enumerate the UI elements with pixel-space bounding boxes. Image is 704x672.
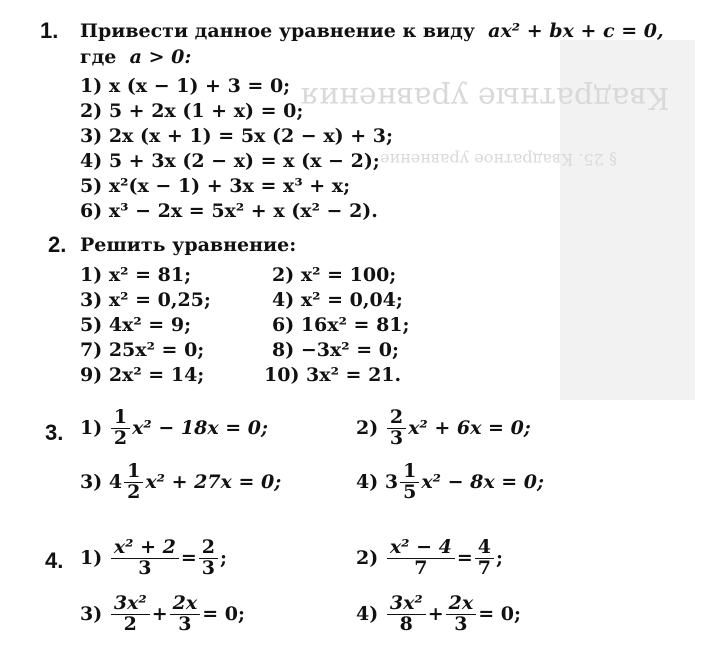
task1-cond-label: где (80, 46, 117, 68)
fraction (387, 538, 455, 579)
task3-label: 4) (356, 471, 379, 494)
numerator: 1 (400, 462, 419, 483)
numerator: 2 (199, 538, 218, 559)
denominator: 5 (403, 480, 417, 503)
task2-item: 6) 16x² = 81; (272, 314, 410, 336)
numerator: 2x (446, 594, 477, 615)
denominator: 2 (127, 480, 141, 503)
fraction (111, 594, 150, 635)
numerator: 2 (387, 408, 406, 429)
task1-item: 1) x (x − 1) + 3 = 0; (80, 75, 291, 97)
numerator: 1 (124, 462, 143, 483)
task1-intro-eq: ax² + bx + c = 0, (488, 20, 664, 42)
numerator: 2x (170, 594, 201, 615)
task2-item: 10) 3x² = 21. (264, 364, 402, 386)
denominator: 3 (454, 612, 468, 635)
numerator: x² − 4 (387, 538, 455, 559)
task2-item: 7) 25x² = 0; (80, 339, 205, 361)
task3-expr: x² − 8x = 0; (421, 471, 545, 494)
task3-label: 3) (80, 471, 103, 494)
scan-shadow (560, 40, 695, 400)
task1-item: 4) 5 + 3x (2 − x) = x (x − 2); (80, 150, 380, 172)
fraction (400, 462, 419, 503)
task1-cond: a > 0: (129, 46, 192, 68)
whole-part: 4 (108, 471, 123, 494)
numerator: 3x² (111, 594, 150, 615)
operator: = (456, 547, 473, 570)
numerator: 1 (111, 408, 130, 429)
terminator: = 0; (478, 603, 521, 626)
task4-number: 4. (45, 548, 64, 573)
task3-item-1 (80, 408, 268, 449)
fraction (387, 408, 406, 449)
task2-item: 4) x² = 0,04; (272, 289, 403, 311)
denominator: 8 (399, 612, 413, 635)
task4-label: 4) (356, 603, 379, 626)
denominator: 7 (414, 556, 428, 579)
task1-item: 2) 5 + 2x (1 + x) = 0; (80, 100, 304, 122)
denominator: 3 (201, 556, 216, 579)
ghost-title: Квадратные уравнения (300, 80, 670, 115)
operator: + (427, 603, 444, 626)
numerator: 3x² (387, 594, 426, 615)
numerator: 4 (475, 538, 494, 559)
denominator: 3 (389, 426, 404, 449)
denominator: 3 (178, 612, 192, 635)
denominator: 3 (138, 556, 152, 579)
denominator: 2 (113, 426, 128, 449)
task2-item: 2) x² = 100; (272, 264, 397, 286)
task3-item-4 (356, 462, 544, 503)
task1-intro (80, 20, 664, 42)
task1-intro-text: Привести данное уравнение к виду (80, 20, 475, 42)
task2-title: Решить уравнение: (80, 234, 297, 256)
terminator: ; (220, 547, 228, 570)
task3-expr: x² − 18x = 0; (132, 417, 269, 440)
fraction (475, 538, 494, 579)
ghost-section: § 25. Квадратное уравнение (380, 150, 618, 169)
fraction (111, 538, 179, 579)
task2-item: 9) 2x² = 14; (80, 364, 205, 386)
fraction (199, 538, 218, 579)
task3-expr: x² + 6x = 0; (408, 417, 531, 440)
task2-item: 1) x² = 81; (80, 264, 192, 286)
task1-item: 3) 2x (x + 1) = 5x (2 − x) + 3; (80, 125, 394, 147)
task3-item-2 (356, 408, 531, 449)
task3-number: 3. (45, 420, 64, 445)
task1-number: 1. (40, 18, 59, 43)
task3-item-3 (80, 462, 281, 503)
operator: + (151, 603, 168, 626)
task4-label: 3) (80, 603, 103, 626)
task1-item: 6) x³ − 2x = 5x² + x (x² − 2). (80, 200, 378, 222)
fraction (124, 462, 143, 503)
denominator: 7 (477, 556, 492, 579)
task4-item-2 (356, 538, 503, 579)
denominator: 2 (123, 612, 137, 635)
fraction (170, 594, 201, 635)
task1-cond-line (80, 46, 191, 68)
task2-item: 8) −3x² = 0; (272, 339, 399, 361)
task2-number: 2. (48, 232, 67, 257)
operator: = (180, 547, 197, 570)
task1-item: 5) x²(x − 1) + 3x = x³ + x; (80, 175, 351, 197)
terminator: = 0; (202, 603, 245, 626)
task4-label: 2) (356, 547, 379, 570)
fraction (111, 408, 130, 449)
fraction (446, 594, 477, 635)
task4-item-1 (80, 538, 227, 579)
task3-label: 1) (80, 417, 103, 440)
terminator: ; (496, 547, 504, 570)
task4-label: 1) (80, 547, 103, 570)
task4-item-4 (356, 594, 521, 635)
task4-item-3 (80, 594, 245, 635)
task2-item: 5) 4x² = 9; (80, 314, 192, 336)
task3-label: 2) (356, 417, 379, 440)
task3-expr: x² + 27x = 0; (145, 471, 282, 494)
whole-part: 3 (384, 471, 399, 494)
task2-item: 3) x² = 0,25; (80, 289, 211, 311)
numerator: x² + 2 (111, 538, 179, 559)
fraction (387, 594, 426, 635)
